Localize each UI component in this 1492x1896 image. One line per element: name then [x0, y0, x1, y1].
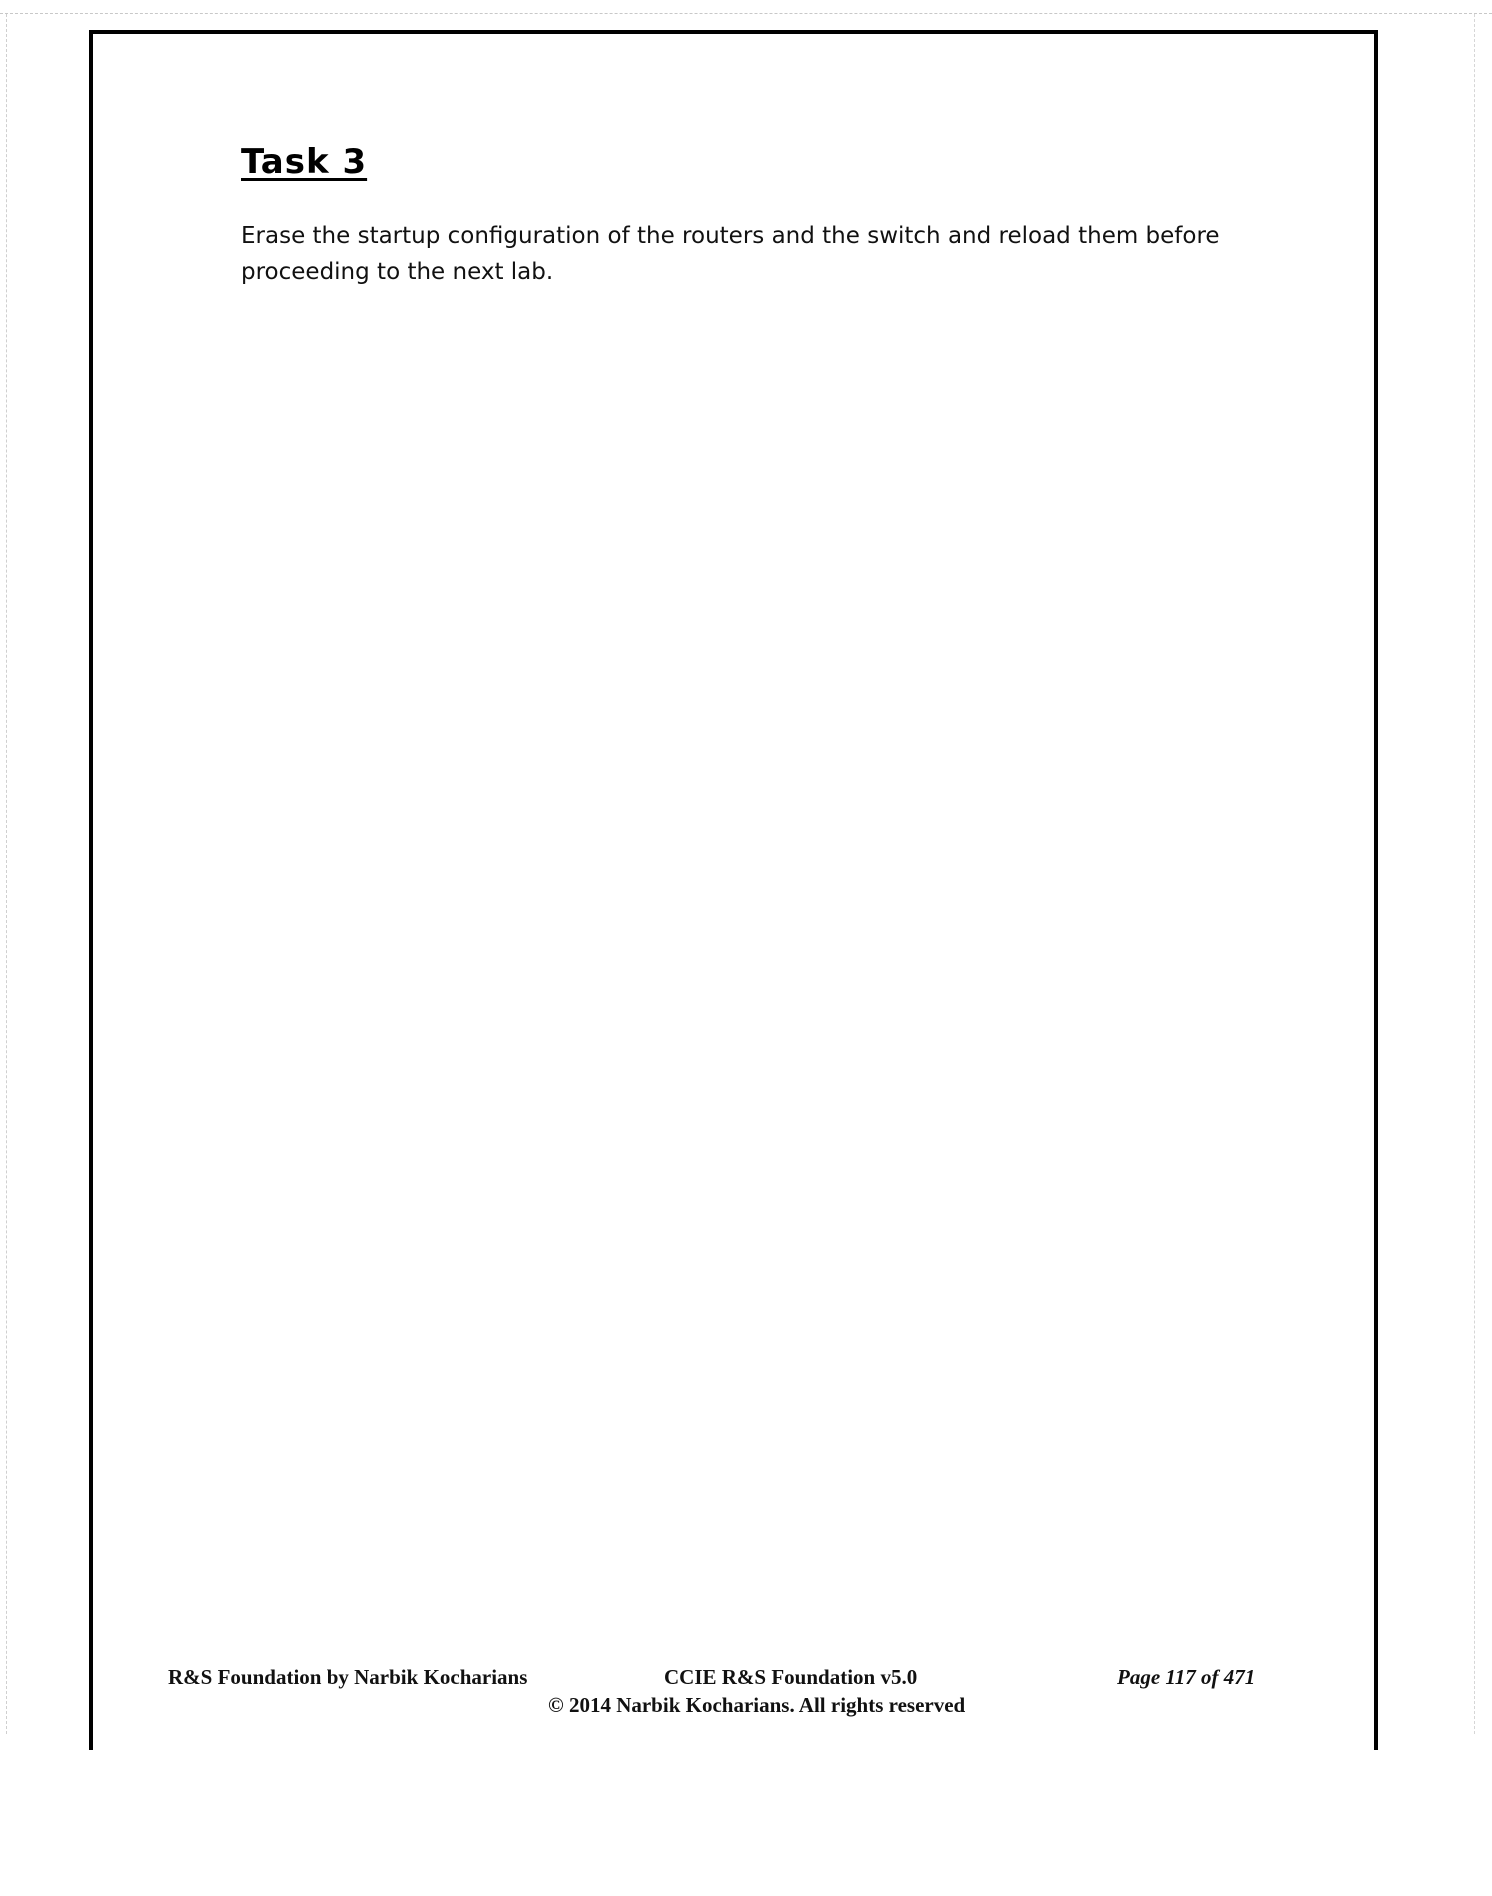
scan-edge-left — [6, 14, 7, 1734]
task-instruction: Erase the startup configuration of the routers and the switch and reload them before proceeding to the next lab. — [241, 223, 1220, 285]
scan-edge-top — [0, 13, 1492, 14]
scan-edge-right — [1474, 14, 1475, 1734]
footer-copyright: © 2014 Narbik Kocharians. All rights reserved — [548, 1693, 966, 1717]
footer-author: R&S Foundation by Narbik Kocharians — [168, 1665, 528, 1689]
task-heading: Task 3 — [241, 142, 368, 182]
footer-title: CCIE R&S Foundation v5.0 — [664, 1665, 918, 1689]
footer-page-number: Page 117 of 471 — [1117, 1665, 1256, 1689]
